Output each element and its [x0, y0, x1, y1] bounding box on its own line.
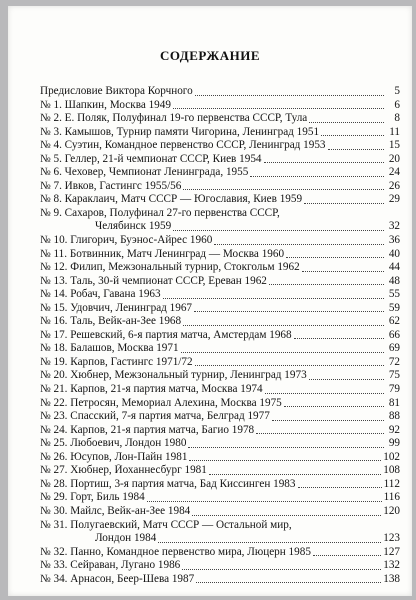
toc-entry	[40, 261, 400, 275]
toc-page-number: 11	[389, 125, 400, 138]
toc-entry	[40, 546, 400, 560]
toc-page-number: 79	[388, 383, 400, 396]
toc-entry	[40, 180, 400, 194]
dot-leader	[183, 188, 384, 190]
dot-leader	[309, 121, 384, 123]
toc-page-number: 5	[394, 85, 400, 97]
toc-entry	[40, 153, 400, 167]
toc-entry-title: Предисловие Виктора Корчного	[40, 85, 193, 97]
dot-leader	[321, 134, 384, 136]
toc-page-number: 20	[388, 152, 400, 165]
toc-entry-title: № 2. Е. Поляк, Полуфинал 19-го первенства СССР, Тула	[40, 112, 308, 125]
dot-leader	[194, 310, 384, 312]
toc-entry	[40, 99, 400, 113]
toc-entry	[40, 85, 400, 99]
toc-page-number: 127	[383, 545, 400, 558]
toc-page-number: 108	[383, 464, 400, 477]
toc-entry	[40, 275, 400, 289]
toc-entry-title: № 19. Карпов, Гастингс 1971/72	[40, 355, 193, 368]
dot-leader	[328, 148, 384, 150]
toc-entry-title: № 9. Сахаров, Полуфинал 27-го первенства СССР,	[40, 206, 280, 219]
toc-entry-continuation	[40, 532, 400, 546]
dot-leader	[195, 364, 384, 366]
toc-page-number: 44	[388, 261, 400, 274]
dot-leader	[298, 486, 382, 488]
toc-page-number: 102	[383, 450, 400, 463]
toc-entry	[40, 248, 400, 262]
dot-leader	[188, 446, 384, 448]
dot-leader	[163, 297, 384, 299]
toc-entry-title: № 27. Хюбнер, Йоханнесбург 1981	[40, 464, 207, 477]
toc-entry-title: № 4. Суэтин, Командное первенство СССР, Ленинград 1953	[40, 139, 326, 152]
toc-entry-title: № 20. Хюбнер, Межзональный турнир, Ленинград 1973	[40, 369, 307, 382]
dot-leader	[264, 161, 384, 163]
toc-page-number: 66	[388, 328, 400, 341]
dot-leader	[173, 107, 384, 109]
toc-entry	[40, 424, 400, 438]
toc-page-number: 116	[383, 491, 400, 504]
toc-entry-title: № 12. Филип, Межзональный турнир, Стокгольм 1962	[40, 261, 300, 274]
dot-leader	[181, 351, 384, 353]
toc-page-number: 32	[388, 220, 400, 233]
toc-entry-title: № 15. Удовчич, Ленинград 1967	[40, 301, 193, 314]
dot-leader	[269, 283, 384, 285]
toc-page-number: 59	[388, 301, 400, 314]
toc-entry-title: № 28. Портиш, 3-я партия матча, Бад Киссинген 1983	[40, 477, 296, 490]
toc-entry-title: № 33. Сейраван, Лугано 1986	[40, 559, 181, 572]
toc-entry-title: № 22. Петросян, Мемориал Алехина, Москва 1975	[40, 396, 282, 409]
toc-entry-title: № 29. Горт, Биль 1984	[40, 491, 145, 504]
toc-entry-title: № 26. Юсупов, Лон-Пайн 1981	[40, 450, 188, 463]
toc-page-number: 81	[388, 396, 400, 409]
toc-entry	[40, 478, 400, 492]
toc-entry	[40, 573, 400, 587]
dot-leader	[192, 514, 381, 516]
toc-page-number: 92	[388, 423, 400, 436]
dot-leader	[272, 419, 384, 421]
toc-entry	[40, 559, 400, 573]
toc-page-number: 72	[388, 355, 400, 368]
toc-entry-continuation	[40, 220, 400, 234]
dot-leader	[173, 229, 384, 231]
toc-entry	[40, 288, 400, 302]
toc-page-number: 15	[388, 139, 400, 152]
toc-entry-title-continued: Челябинск 1959	[95, 220, 172, 233]
dot-leader	[214, 243, 384, 245]
toc-entry-title: № 17. Решевский, 6-я партия матча, Амстердам 1968	[40, 328, 292, 341]
toc-entry-title: № 10. Глигорич, Буэнос-Айрес 1960	[40, 234, 213, 247]
dot-leader	[294, 337, 384, 339]
dot-leader	[147, 500, 382, 502]
toc-entry-title: № 11. Ботвинник, Матч Ленинград — Москва 1960	[40, 247, 285, 260]
toc-entry-title: № 13. Таль, 30-й чемпионат СССР, Ереван 1962	[40, 274, 267, 287]
table-of-contents	[40, 85, 400, 586]
dot-leader	[158, 541, 381, 543]
toc-entry	[40, 126, 400, 140]
toc-entry	[40, 193, 400, 207]
toc-entry	[40, 112, 400, 126]
dot-leader	[250, 175, 384, 177]
dot-leader	[265, 392, 384, 394]
dot-leader	[256, 432, 384, 434]
toc-entry	[40, 315, 400, 329]
toc-page-number: 99	[388, 437, 400, 450]
toc-entry-title: № 23. Спасский, 7-я партия матча, Белград 1977	[40, 410, 270, 423]
toc-entry	[40, 505, 400, 519]
toc-page-number: 55	[388, 288, 400, 301]
dot-leader	[302, 270, 384, 272]
toc-entry-title: № 3. Камышов, Турнир памяти Чигорина, Ленинград 1951	[40, 125, 320, 138]
toc-entry-title: № 16. Таль, Вейк-ан-Зее 1968	[40, 315, 182, 328]
toc-page-number: 112	[383, 477, 400, 490]
toc-entry	[40, 437, 400, 451]
toc-entry	[40, 383, 400, 397]
toc-entry	[40, 464, 400, 478]
toc-entry	[40, 397, 400, 411]
toc-entry	[40, 519, 400, 533]
dot-leader	[209, 473, 381, 475]
toc-entry	[40, 166, 400, 180]
dot-leader	[313, 554, 381, 556]
toc-entry-title: № 7. Ивков, Гастингс 1955/56	[40, 179, 182, 192]
toc-entry	[40, 234, 400, 248]
toc-entry-title-continued: Лондон 1984	[95, 532, 157, 545]
page-title: СОДЕРЖАНИЕ	[159, 48, 261, 63]
toc-entry-title: № 8. Караклаич, Матч СССР — Югославия, Киев 1959	[40, 193, 303, 206]
dot-leader	[286, 256, 384, 258]
dot-leader	[284, 405, 384, 407]
toc-entry	[40, 329, 400, 343]
toc-entry	[40, 207, 400, 221]
toc-entry-title: № 31. Полугаевский, Матч СССР — Остальной мир,	[40, 518, 292, 531]
toc-page-number: 123	[383, 532, 400, 545]
dot-leader	[189, 459, 381, 461]
toc-page-number: 88	[388, 410, 400, 423]
toc-entry-title: № 21. Карпов, 21-я партия матча, Москва 1974	[40, 383, 263, 396]
toc-entry-title: № 14. Робач, Гавана 1963	[40, 288, 161, 301]
toc-entry-title: № 32. Панно, Командное первенство мира, Люцерн 1985	[40, 545, 311, 558]
toc-entry	[40, 369, 400, 383]
toc-page-number: 138	[383, 572, 400, 585]
book-page	[8, 6, 412, 596]
dot-leader	[196, 581, 381, 583]
toc-entry-title: № 24. Карпов, 21-я партия матча, Багио 1978	[40, 423, 255, 436]
toc-entry	[40, 139, 400, 153]
toc-entry-title: № 5. Геллер, 21-й чемпионат СССР, Киев 1954	[40, 152, 262, 165]
toc-page-number: 69	[388, 342, 400, 355]
toc-entry-title: № 18. Балашов, Москва 1971	[40, 342, 179, 355]
toc-page-number: 40	[388, 247, 400, 260]
toc-entry-title: № 1. Шапкин, Москва 1949	[40, 98, 171, 111]
dot-leader	[304, 202, 384, 204]
toc-page-number: 62	[388, 315, 400, 328]
toc-entry-title: № 30. Майлс, Вейк-ан-Зее 1984	[40, 504, 191, 517]
dot-leader	[182, 568, 381, 570]
dot-leader	[183, 324, 384, 326]
toc-page-number: 8	[394, 112, 400, 125]
toc-page-number: 6	[394, 98, 400, 111]
toc-entry-title: № 25. Любоевич, Лондон 1980	[40, 437, 187, 450]
toc-page-number: 26	[388, 179, 400, 192]
toc-entry	[40, 491, 400, 505]
toc-page-number: 36	[388, 234, 400, 247]
toc-entry-title: № 34. Арнасон, Беер-Шева 1987	[40, 572, 195, 585]
toc-entry-title: № 6. Чеховер, Чемпионат Ленинграда, 1955	[40, 166, 249, 179]
toc-entry	[40, 451, 400, 465]
toc-page-number: 132	[383, 559, 400, 572]
toc-page-number: 29	[388, 193, 400, 206]
toc-page-number: 120	[383, 504, 400, 517]
toc-page-number: 24	[388, 166, 400, 179]
dot-leader	[195, 94, 384, 96]
toc-page-number: 48	[388, 274, 400, 287]
toc-entry	[40, 410, 400, 424]
toc-entry	[40, 356, 400, 370]
toc-entry	[40, 302, 400, 316]
dot-leader	[309, 378, 384, 380]
toc-page-number: 75	[388, 369, 400, 382]
toc-entry	[40, 342, 400, 356]
